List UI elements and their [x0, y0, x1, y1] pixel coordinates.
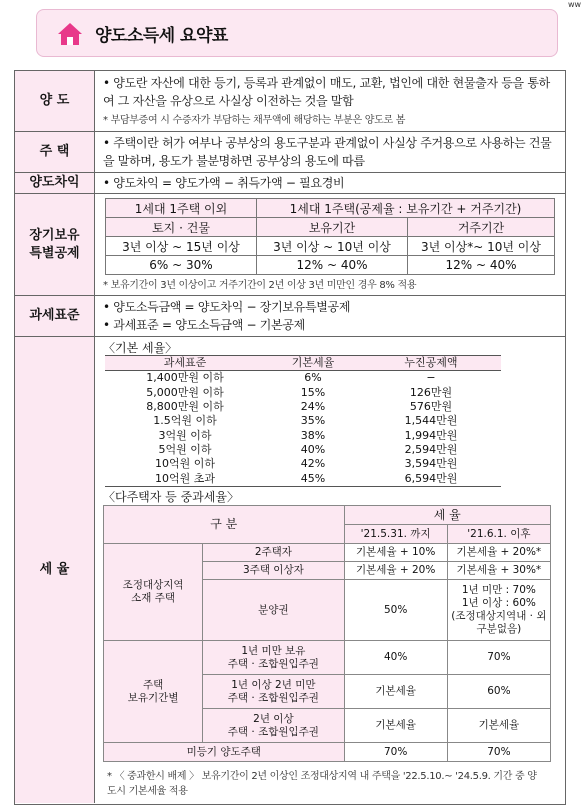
multi-cell: 60%: [447, 675, 550, 709]
multi-header-before: '21.5.31. 까지: [344, 525, 447, 544]
label-gain: 양도차익: [15, 173, 95, 194]
multi-cell: 기본세율 + 10%: [344, 544, 447, 562]
summary-table: [14, 70, 566, 805]
title-banner: [36, 9, 558, 57]
ltd-header-residence: 거주기간: [408, 218, 555, 237]
ltd-cell: 3년 이상 ~ 15년 이상: [106, 237, 257, 256]
multi-cell: 1년 미만 : 70% 1년 이상 : 60% (조정대상지역내 · 외 구분없음): [447, 580, 550, 641]
ltd-header-land: 토지 · 건물: [106, 218, 257, 237]
ltd-table: [105, 198, 555, 275]
multi-row-label: 1년 미만 보유 주택 · 조합원입주권: [203, 641, 344, 675]
basic-rate-cell: 38%: [300, 428, 326, 442]
house-text: • 주택이란 허가 여부나 공부상의 용도구분과 관계없이 사실상 주거용으로 사용하는 건물을 말하며, 용도가 불분명하면 공부상의 용도에 따름: [103, 136, 552, 168]
multi-header-after: '21.6.1. 이후: [447, 525, 550, 544]
label-ltd: 장기보유 특별공제: [15, 194, 95, 296]
basic-rate-header: 누진공제액: [361, 356, 501, 371]
ltd-cell: 6% ~ 30%: [106, 256, 257, 275]
basic-rate-cell: 5억원 이하: [158, 442, 212, 456]
basic-rate-row: [105, 471, 501, 486]
multi-cell: 기본세율 + 20%: [344, 562, 447, 580]
basic-rate-row: [105, 457, 501, 471]
multi-row-label: 1년 이상 2년 미만 주택 · 조합원입주권: [203, 675, 344, 709]
house-content: [95, 132, 565, 173]
multi-cell: 기본세율: [344, 709, 447, 743]
multi-row-label: 2주택자: [203, 544, 344, 562]
multi-header-rate: 세 율: [344, 506, 550, 525]
basic-rate-cell: 45%: [265, 471, 361, 486]
basic-rate-cell: 35%: [300, 414, 326, 428]
multi-rate-table: [103, 505, 551, 762]
multi-cell: 70%: [344, 743, 447, 762]
basic-rate-cell: 1,544만원: [404, 414, 458, 428]
basic-rate-cell: 10억원 이하: [155, 457, 215, 471]
page-title: 양도소득세 요약표: [95, 26, 228, 46]
basic-rate-cell: 126만원: [409, 385, 453, 399]
multi-note: * 〈 중과한시 배제 〉 보유기간이 2년 이상인 조정대상지역 내 주택을 '22.5.10.~ '24.5.9. 기간 중 양도시 기본세율 적용: [107, 771, 537, 797]
base-line-2: • 과세표준 = 양도소득금액 − 기본공제: [103, 318, 305, 332]
basic-rate-cell: 15%: [300, 385, 326, 399]
gain-content: [95, 173, 565, 194]
base-content: [95, 296, 565, 337]
label-transfer: 양 도: [15, 71, 95, 132]
ltd-header-holding: 보유기간: [257, 218, 408, 237]
basic-rate-row: [105, 414, 501, 428]
ltd-header-single: 1세대 1주택(공제율 : 보유기간 + 거주기간): [257, 199, 555, 218]
multi-row-label: 분양권: [203, 580, 344, 641]
ltd-content: [95, 194, 565, 296]
basic-rate-cell: 24%: [300, 400, 326, 414]
transfer-content: [95, 71, 565, 132]
multi-cell: 70%: [447, 641, 550, 675]
basic-rate-cell: 40%: [300, 442, 326, 456]
basic-rate-cell: 42%: [300, 457, 326, 471]
basic-rate-cell: −: [426, 371, 436, 385]
basic-rate-row: [105, 371, 501, 386]
ltd-header-other: 1세대 1주택 이외: [106, 199, 257, 218]
transfer-text: • 양도란 자산에 대한 등기, 등록과 관계없이 매도, 교환, 법인에 대한 현물출자 등을 통하여 그 자산을 유상으로 사실상 이전하는 것을 말함: [103, 76, 550, 108]
ltd-cell: 3년 이상*~ 10년 이상: [408, 237, 555, 256]
basic-rate-cell: 10억원 초과: [105, 471, 265, 486]
basic-rate-header: 기본세율: [265, 356, 361, 371]
basic-rate-cell: 6%: [304, 371, 322, 385]
basic-rate-row: [105, 400, 501, 414]
basic-rate-row: [105, 443, 501, 457]
ltd-cell: 12% ~ 40%: [257, 256, 408, 275]
multi-group-holding: 주택 보유기간별: [104, 641, 203, 743]
multi-row-label: 3주택 이상자: [203, 562, 344, 580]
basic-rate-cell: 6,594만원: [361, 471, 501, 486]
multi-cell: 70%: [447, 743, 550, 762]
home-icon: [57, 22, 83, 46]
label-house: 주 택: [15, 132, 95, 173]
edge-mark: ww: [568, 0, 581, 9]
multi-cell: 기본세율: [447, 709, 550, 743]
label-base: 과세표준: [15, 296, 95, 337]
multi-cell: 기본세율 + 20%*: [447, 544, 550, 562]
multi-header-category: 구 분: [104, 506, 345, 544]
multi-row-label: 2년 이상 주택 · 조합원입주권: [203, 709, 344, 743]
base-line-1: • 양도소득금액 = 양도차익 − 장기보유특별공제: [103, 300, 351, 314]
ltd-note: * 보유기간이 3년 이상이고 거주기간이 2년 이상 3년 미만인 경우 8% 적용: [103, 280, 417, 291]
basic-rate-cell: 2,594만원: [404, 442, 458, 456]
multi-cell: 기본세율: [344, 675, 447, 709]
basic-rate-cell: 1,400만원 이하: [146, 371, 224, 385]
multi-row-label: 미등기 양도주택: [104, 743, 345, 762]
multi-group-adjusted: 조정대상지역 소재 주택: [104, 544, 203, 641]
multi-cell: 기본세율 + 30%*: [447, 562, 550, 580]
multi-cell: 50%: [344, 580, 447, 641]
ltd-cell: 3년 이상 ~ 10년 이상: [257, 237, 408, 256]
basic-rate-row: [105, 428, 501, 442]
multi-cell: 40%: [344, 641, 447, 675]
transfer-note: * 부담부증여 시 수증자가 부담하는 채무액에 해당하는 부분은 양도로 봄: [103, 115, 406, 126]
basic-rate-cell: 5,000만원 이하: [146, 385, 224, 399]
basic-rate-cell: 1,994만원: [404, 428, 458, 442]
basic-rate-table: [105, 355, 501, 487]
basic-rate-cell: 576만원: [409, 400, 453, 414]
label-rate: 세 율: [15, 337, 95, 803]
gain-text: • 양도차익 = 양도가액 − 취득가액 − 필요경비: [103, 176, 345, 190]
rate-content: [95, 337, 565, 803]
basic-rate-row: [105, 386, 501, 400]
basic-rate-title: 〈기본 세율〉: [103, 341, 178, 355]
basic-rate-header: 과세표준: [105, 356, 265, 371]
basic-rate-cell: 3억원 이하: [158, 428, 212, 442]
basic-rate-cell: 3,594만원: [404, 457, 458, 471]
basic-rate-cell: 1.5억원 이하: [153, 414, 217, 428]
basic-rate-cell: 8,800만원 이하: [146, 400, 224, 414]
multi-rate-title: 〈다주택자 등 중과세율〉: [103, 490, 239, 504]
ltd-cell: 12% ~ 40%: [408, 256, 555, 275]
